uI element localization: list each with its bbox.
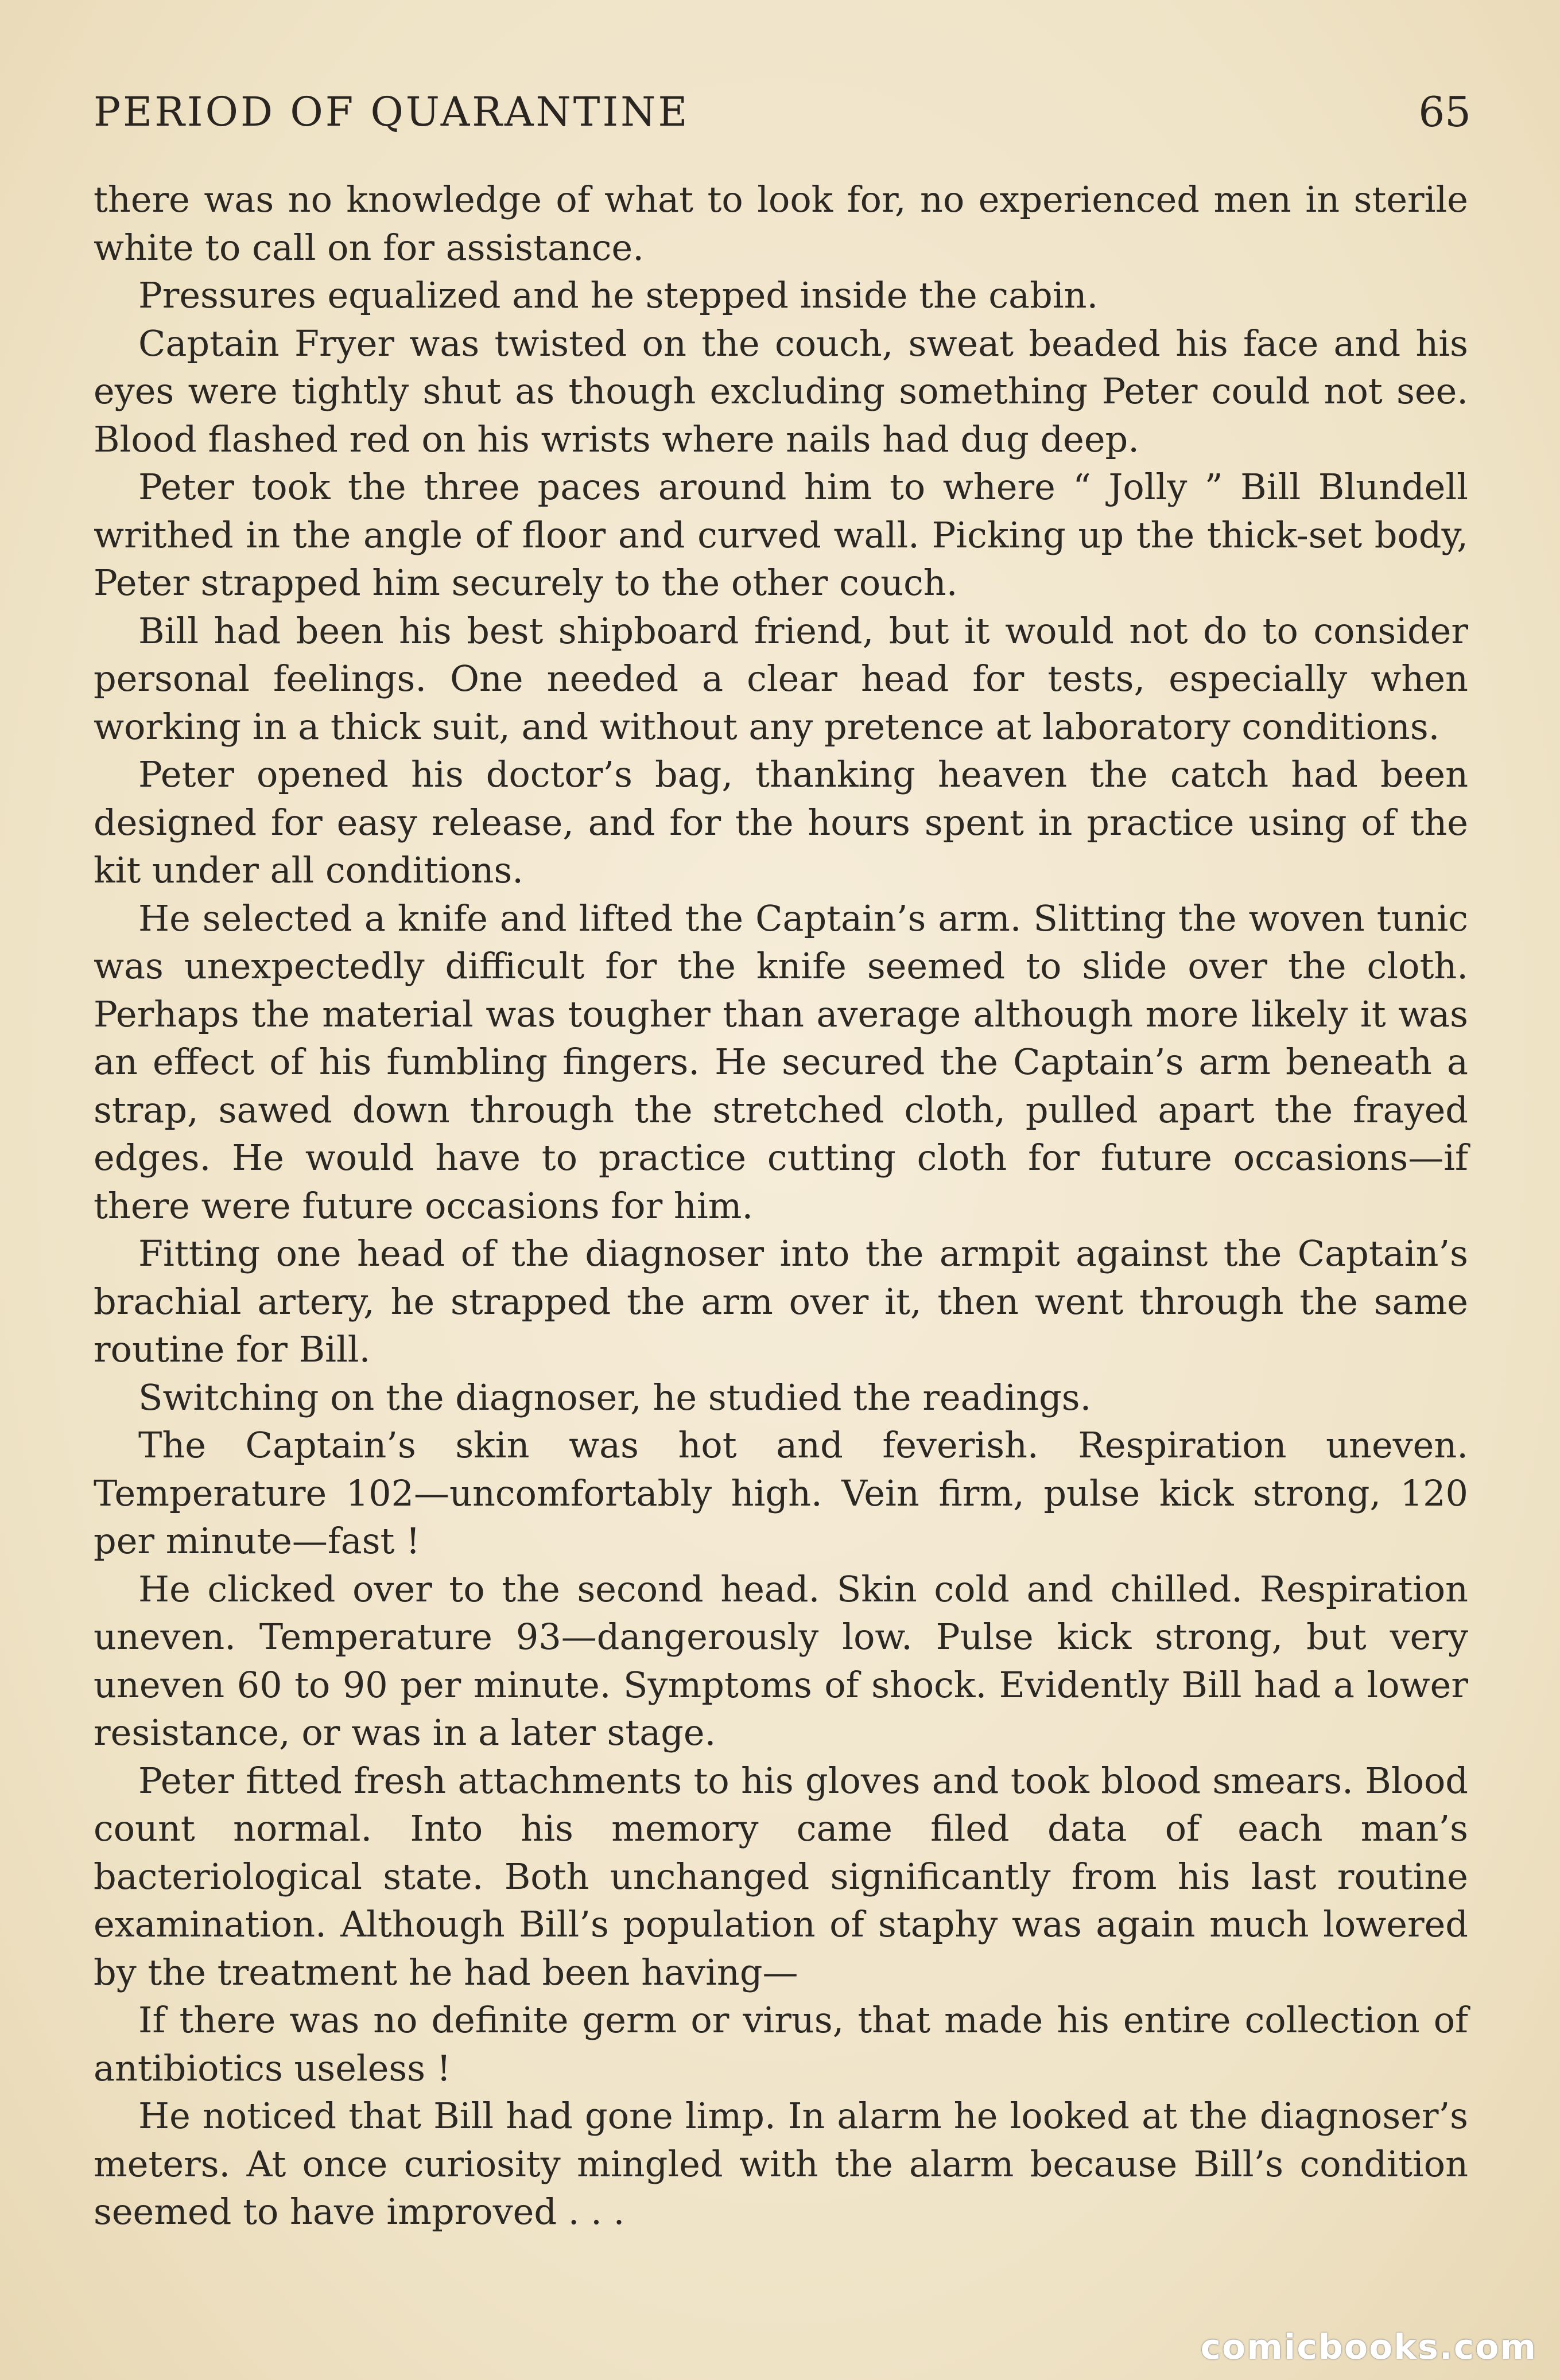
paragraph: Bill had been his best shipboard friend, but it would not do to consider personal feelings. One needed a clear head for tests, especially when working in a thick suit, and without any pretence at laboratory conditions. [94,609,1468,748]
paragraph: there was no knowledge of what to look for, no experienced men in sterile white to call on for assistance. [94,178,1468,269]
paragraph: Peter took the three paces around him to where “ Jolly ” Bill Blundell writhed in the angle of floor and curved wall. Picking up the thick-set body, Peter strapped him securely to the other couch. [94,466,1468,604]
paragraph: He selected a knife and lifted the Captain’s arm. Slitting the woven tunic was unexpectedly difficult for the knife seemed to slide over the cloth. Perhaps the material was tougher than average although more likely it was an effect of his fumbling fingers. He secured the Captain’s arm beneath a strap, sawed down through the stretched cloth, pulled apart the frayed edges. He would have to practice cutting cloth for future occasions—if there were future occasions for him. [94,897,1468,1227]
running-title: PERIOD OF QUARANTINE [94,88,690,135]
paragraph: The Captain’s skin was hot and feverish. Respiration uneven. Temperature 102—uncomfortably high. Vein firm, pulse kick strong, 120 per minute—fast ! [94,1424,1468,1562]
paragraph: Peter fitted fresh attachments to his gloves and took blood smears. Blood count normal. Into his memory came filed data of each man’s bacteriological state. Both unchanged significantly from his last routine examination. Although Bill’s population of staphy was again much lowered by the treatment he had been having— [94,1759,1468,1993]
body-text [94,176,1468,2236]
paragraph: Switching on the diagnoser, he studied the readings. [138,1376,1092,1418]
watermark: comicbooks.com [1200,2327,1537,2367]
paragraph: He clicked over to the second head. Skin cold and chilled. Respiration uneven. Temperature 93—dangerously low. Pulse kick strong, but very uneven 60 to 90 per minute. Symptoms of shock. Evidently Bill had a lower resistance, or was in a later stage. [94,1568,1468,1753]
paragraph: Fitting one head of the diagnoser into the armpit against the Captain’s brachial artery, he strapped the arm over it, then went through the same routine for Bill. [94,1232,1468,1370]
paragraph: Peter opened his doctor’s bag, thanking heaven the catch had been designed for easy release, and for the hours spent in practice using of the kit under all conditions. [94,753,1468,891]
paragraph: Captain Fryer was twisted on the couch, sweat beaded his face and his eyes were tightly shut as though excluding something Peter could not see. Blood flashed red on his wrists where nails had dug deep. [94,322,1468,460]
page-number: 65 [1418,88,1471,136]
page-header [94,77,1471,146]
paragraph: If there was no definite germ or virus, that made his entire collection of antibiotics useless ! [94,1999,1468,2089]
paragraph: He noticed that Bill had gone limp. In alarm he looked at the diagnoser’s meters. At once curiosity mingled with the alarm because Bill’s condition seemed to have improved . . . [94,2095,1468,2233]
paragraph: Pressures equalized and he stepped inside the cabin. [138,274,1099,316]
